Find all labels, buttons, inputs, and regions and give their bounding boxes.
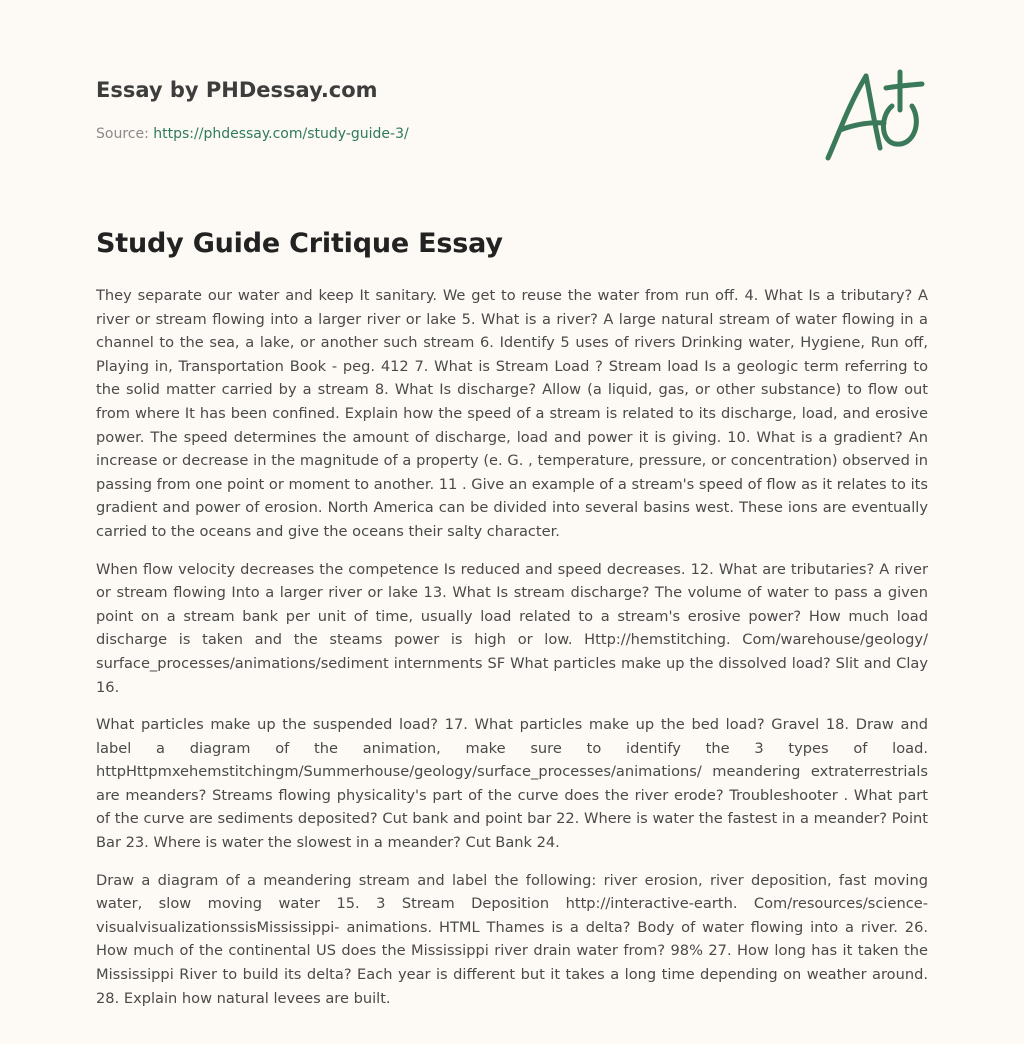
essay-paragraph: What particles make up the suspended load? 17. What particles make up the bed load? Gravel 18. Draw and label a diagram of the animation, make sure to identify the 3 types of load. httpHttpmxehemstitchingm/Summerhouse/geology/surface_processes/animations/ meandering extraterrestrials are meanders? Streams flowing physicality's part of the curve does the river erode? Troubleshooter . What part of the curve are sediments deposited? Cut bank and point bar 22. Where is water the fastest in a meander? Point Bar 23. Where is water the slowest in a meander? Cut Bank 24. [96, 716, 928, 852]
essay-paragraph: When flow velocity decreases the competence Is reduced and speed decreases. 12. What are tributaries? A river or stream flowing Into a larger river or lake 13. What Is stream discharge? The volume of water to pass a given point on a stream bank per unit of time, usually load related to a stream's erosive power? How much load discharge is taken and the steams power is high or low. Http://hemstitching. Com/warehouse/geology/ surface_processes/animations/sediment internments SF What particles make up the dissolved load? Slit and Clay 16. [96, 560, 928, 696]
essay-paragraph: They separate our water and keep It sanitary. We get to reuse the water from run off. 4. What Is a tributary? A river or stream flowing into a larger river or lake 5. What is a river? A large natural stream of water flowing in a channel to the sea, a lake, or another such stream 6. Identify 5 uses of rivers Drinking water, Hygiene, Run off, Playing in, Transportation Book - peg. 412 7. What is Stream Load ? Stream load Is a geologic term referring to the solid matter carried by a stream 8. What Is discharge? Allow (a liquid, gas, or other substance) to flow out from where It has been confined. Explain how the speed of a stream is related to its discharge, load, and erosive power. The speed determines the amount of discharge, load and power it is giving. 10. What is a gradient? An increase or decrease in the magnitude of a property (e. G. , temperature, pressure, or concentration) observed in passing from one point or moment to another. 11 . Give an example of a stream's speed of flow as it relates to its gradient and power of erosion. North America can be divided into several basins west. These ions are eventually carried to the oceans and give the oceans their salty character. [96, 287, 928, 540]
essay-paragraph: Draw a diagram of a meandering stream and label the following: river erosion, river deposition, fast moving water, slow moving water 15. 3 Stream Deposition http://interactive-earth. Com/resources/science-visualvisualizationssisMississippi- animations. HTML Thames is a delta? Body of water flowing into a river. 26. How much of the continental US does the Mississippi river drain water from? 98% 27. How long has it taken the Mississippi River to build its delta? Each year is different but it takes a long time depending on weather around. 28. Explain how natural levees are built. [96, 871, 928, 1007]
source-link[interactable]: https://phdessay.com/study-guide-3/ [153, 126, 409, 142]
page-header [96, 76, 696, 144]
source-label: Source: [96, 126, 154, 142]
essay-body [96, 284, 928, 1024]
site-brand: Essay by PHDessay.com [96, 78, 378, 102]
a-plus-logo-icon [818, 66, 928, 166]
essay-title: Study Guide Critique Essay [96, 228, 503, 259]
source-line [96, 124, 696, 144]
